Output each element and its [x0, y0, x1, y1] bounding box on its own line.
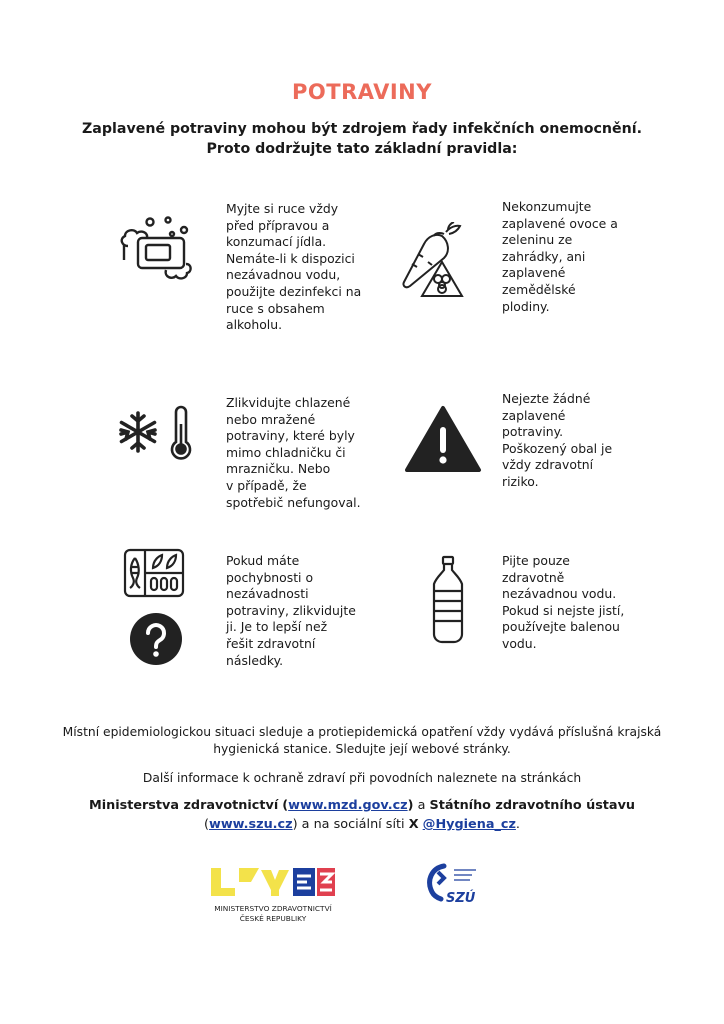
warning-icon	[404, 405, 482, 473]
ministry-name: Ministerstva zdravotnictví	[88, 798, 279, 813]
lunchbox-icon	[123, 548, 185, 598]
rule-wash-hands: Myjte si ruce vždy před přípravou a konzumací jídla. Nemáte-li k dispozici nezávadnou vodu, použijte dezinfekci na ruce s obsahem alkoholu.	[226, 201, 362, 333]
szu-logo	[424, 862, 484, 906]
soap-icon	[114, 212, 194, 282]
rule-doubt: Pokud máte pochybnosti o nezávadnosti potraviny, zlikvidujte ji. Je to lepší než řešit zdravotní následky.	[226, 553, 356, 668]
institute-name: Státního zdravotního ústavu	[429, 798, 636, 813]
hygiena-link[interactable]: @Hygiena_cz	[422, 817, 516, 832]
rule-damaged-packaging: Nejezte žádné zaplavené potraviny. Poškozený obal je vždy zdravotní riziko.	[502, 391, 613, 489]
ministry-logo	[209, 864, 335, 898]
intro-text: Zaplavené potraviny mohou být zdrojem řady infekčních onemocnění. Proto dodržujte tato základní pravidla:	[82, 121, 642, 157]
mzd-link[interactable]: www.mzd.gov.cz	[288, 798, 408, 813]
biohazard-carrot-icon	[400, 222, 466, 298]
conj-text: a	[417, 798, 426, 813]
ministry-logo-caption: MINISTERSTVO ZDRAVOTNICTVÍ ČESKÉ REPUBLIKY	[214, 904, 332, 923]
footer-monitoring-text: Místní epidemiologickou situaci sleduje a protiepidemická opatření vždy vydává příslušná krajská hygienická stanice. Sledujte její webové stránky.	[62, 725, 662, 756]
rule-water: Pijte pouze zdravotně nezávadnou vodu. Pokud si nejste jistí, používejte balenou vodu.	[502, 553, 625, 651]
question-icon	[128, 611, 184, 667]
thermometer-icon	[169, 404, 193, 460]
szu-link[interactable]: www.szu.cz	[209, 817, 293, 832]
rule-chilled-frozen: Zlikvidujte chlazené nebo mražené potraviny, které byly mimo chladničku či mrazničku. Nebo v případě, že spotřebič nefungoval.	[226, 395, 361, 510]
footer-info-text: Další informace k ochraně zdraví při povodních naleznete na stránkách	[142, 771, 582, 785]
szu-mark: SZÚ	[446, 891, 476, 906]
bottle-icon	[430, 555, 466, 645]
social-text: a na sociální síti	[301, 817, 405, 832]
rule-flooded-produce: Nekonzumujte zaplavené ovoce a zeleninu ze zahrádky, ani zaplavené zemědělské plodiny.	[502, 199, 618, 314]
snowflake-icon	[116, 410, 160, 454]
footer-links: Ministerstva zdravotnictví (www.mzd.gov.cz) a Státního zdravotního ústavu (www.szu.cz) a na sociální síti X @Hygiena_cz.	[88, 798, 636, 832]
page-title: POTRAVINY	[292, 80, 432, 104]
x-label: X	[408, 817, 419, 832]
